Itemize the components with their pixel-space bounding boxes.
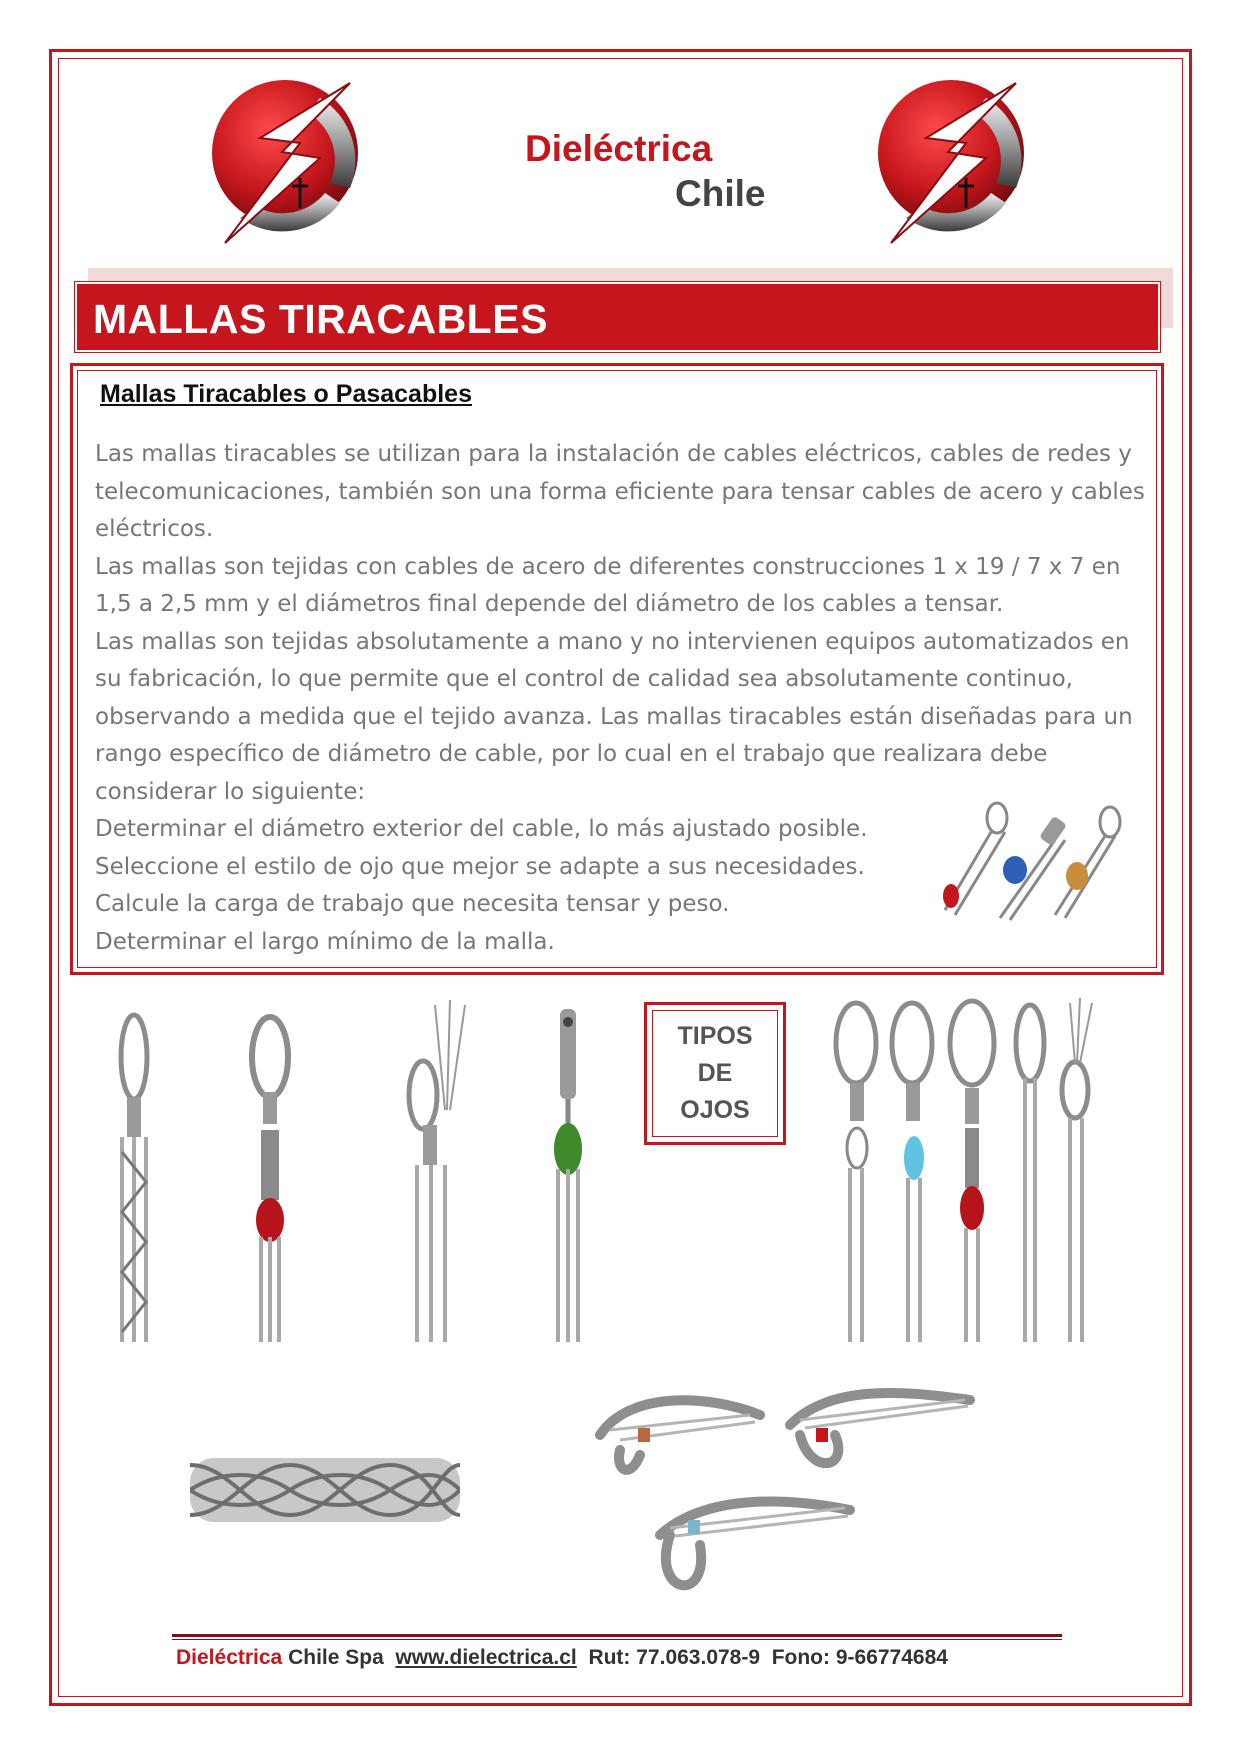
cable-grip-split-eye-photo-icon [395,1000,480,1342]
brand-name-line1: Dieléctrica [525,128,713,169]
page-title: MALLAS TIRACABLES [93,296,548,342]
brand-name [525,126,765,216]
footer-website-link[interactable]: www.dielectrica.cl [395,1646,577,1669]
info-step: Calcule la carga de trabajo que necesita tensar y peso. [95,891,730,917]
title-bar [75,282,1160,352]
footer-phone: Fono: 9-66774684 [771,1646,948,1669]
info-step: Seleccione el estilo de ojo que mejor se adapte a sus necesidades. [95,853,865,880]
cable-grip-single-eye-photo-icon [112,1012,157,1342]
cable-grip-swivel-eye-photo-icon [235,1012,305,1342]
info-step: Determinar el diámetro exterior del cable, lo más ajustado posible. [95,816,868,842]
cable-grip-rotating-eye-photo-icon [548,1004,588,1342]
tipos-label-line: DE [697,1059,733,1087]
footer-rule [172,1634,1062,1637]
footer [176,1646,948,1670]
cable-grip-set-photo-icon [925,800,1125,925]
footer-company-rest: Chile Spa [288,1646,384,1669]
cable-grip-loop-photo-icon [590,1370,990,1610]
footer-company-red: Dieléctrica [176,1646,283,1669]
tipos-label-line: TIPOS [677,1022,753,1050]
info-paragraph: Las mallas son tejidas con cables de acero de diferentes construcciones 1 x 19 / 7 x 7 en 1,5 a 2,5 mm y el diámetros final depende del diámetro de los cables a tensar. [95,553,1121,617]
tipos-label-line: OJOS [680,1096,750,1124]
footer-rule [172,1639,1062,1640]
tipos-label [652,1018,778,1129]
info-paragraph: Las mallas son tejidas absolutamente a mano y no intervienen equipos automatizados en su fabricación, lo que permite que el control de calidad sea absolutamente continuo, observando a medida que el tejido avanza. Las mallas tiracables están diseñadas para un rango específico de diámetro de cable, por lo cual en el trabajo que realizara debe considerar lo siguiente: [95,628,1133,805]
footer-rut: Rut: 77.063.078-9 [588,1646,761,1669]
lightning-logo-icon [866,68,1036,258]
lightning-logo-icon [200,68,370,258]
info-heading: Mallas Tiracables o Pasacables [100,380,472,408]
cable-mesh-closeup-photo-icon [190,1450,460,1530]
brand-name-line2: Chile [675,173,766,214]
cable-grip-assortment-photo-icon [830,998,1120,1342]
info-paragraph: Las mallas tiracables se utilizan para la instalación de cables eléctricos, cables de redes y telecomunicaciones, también son una forma eficiente para tensar cables de acero y cables eléctricos. [95,441,1145,542]
info-step: Determinar el largo mínimo de la malla. [95,928,555,955]
